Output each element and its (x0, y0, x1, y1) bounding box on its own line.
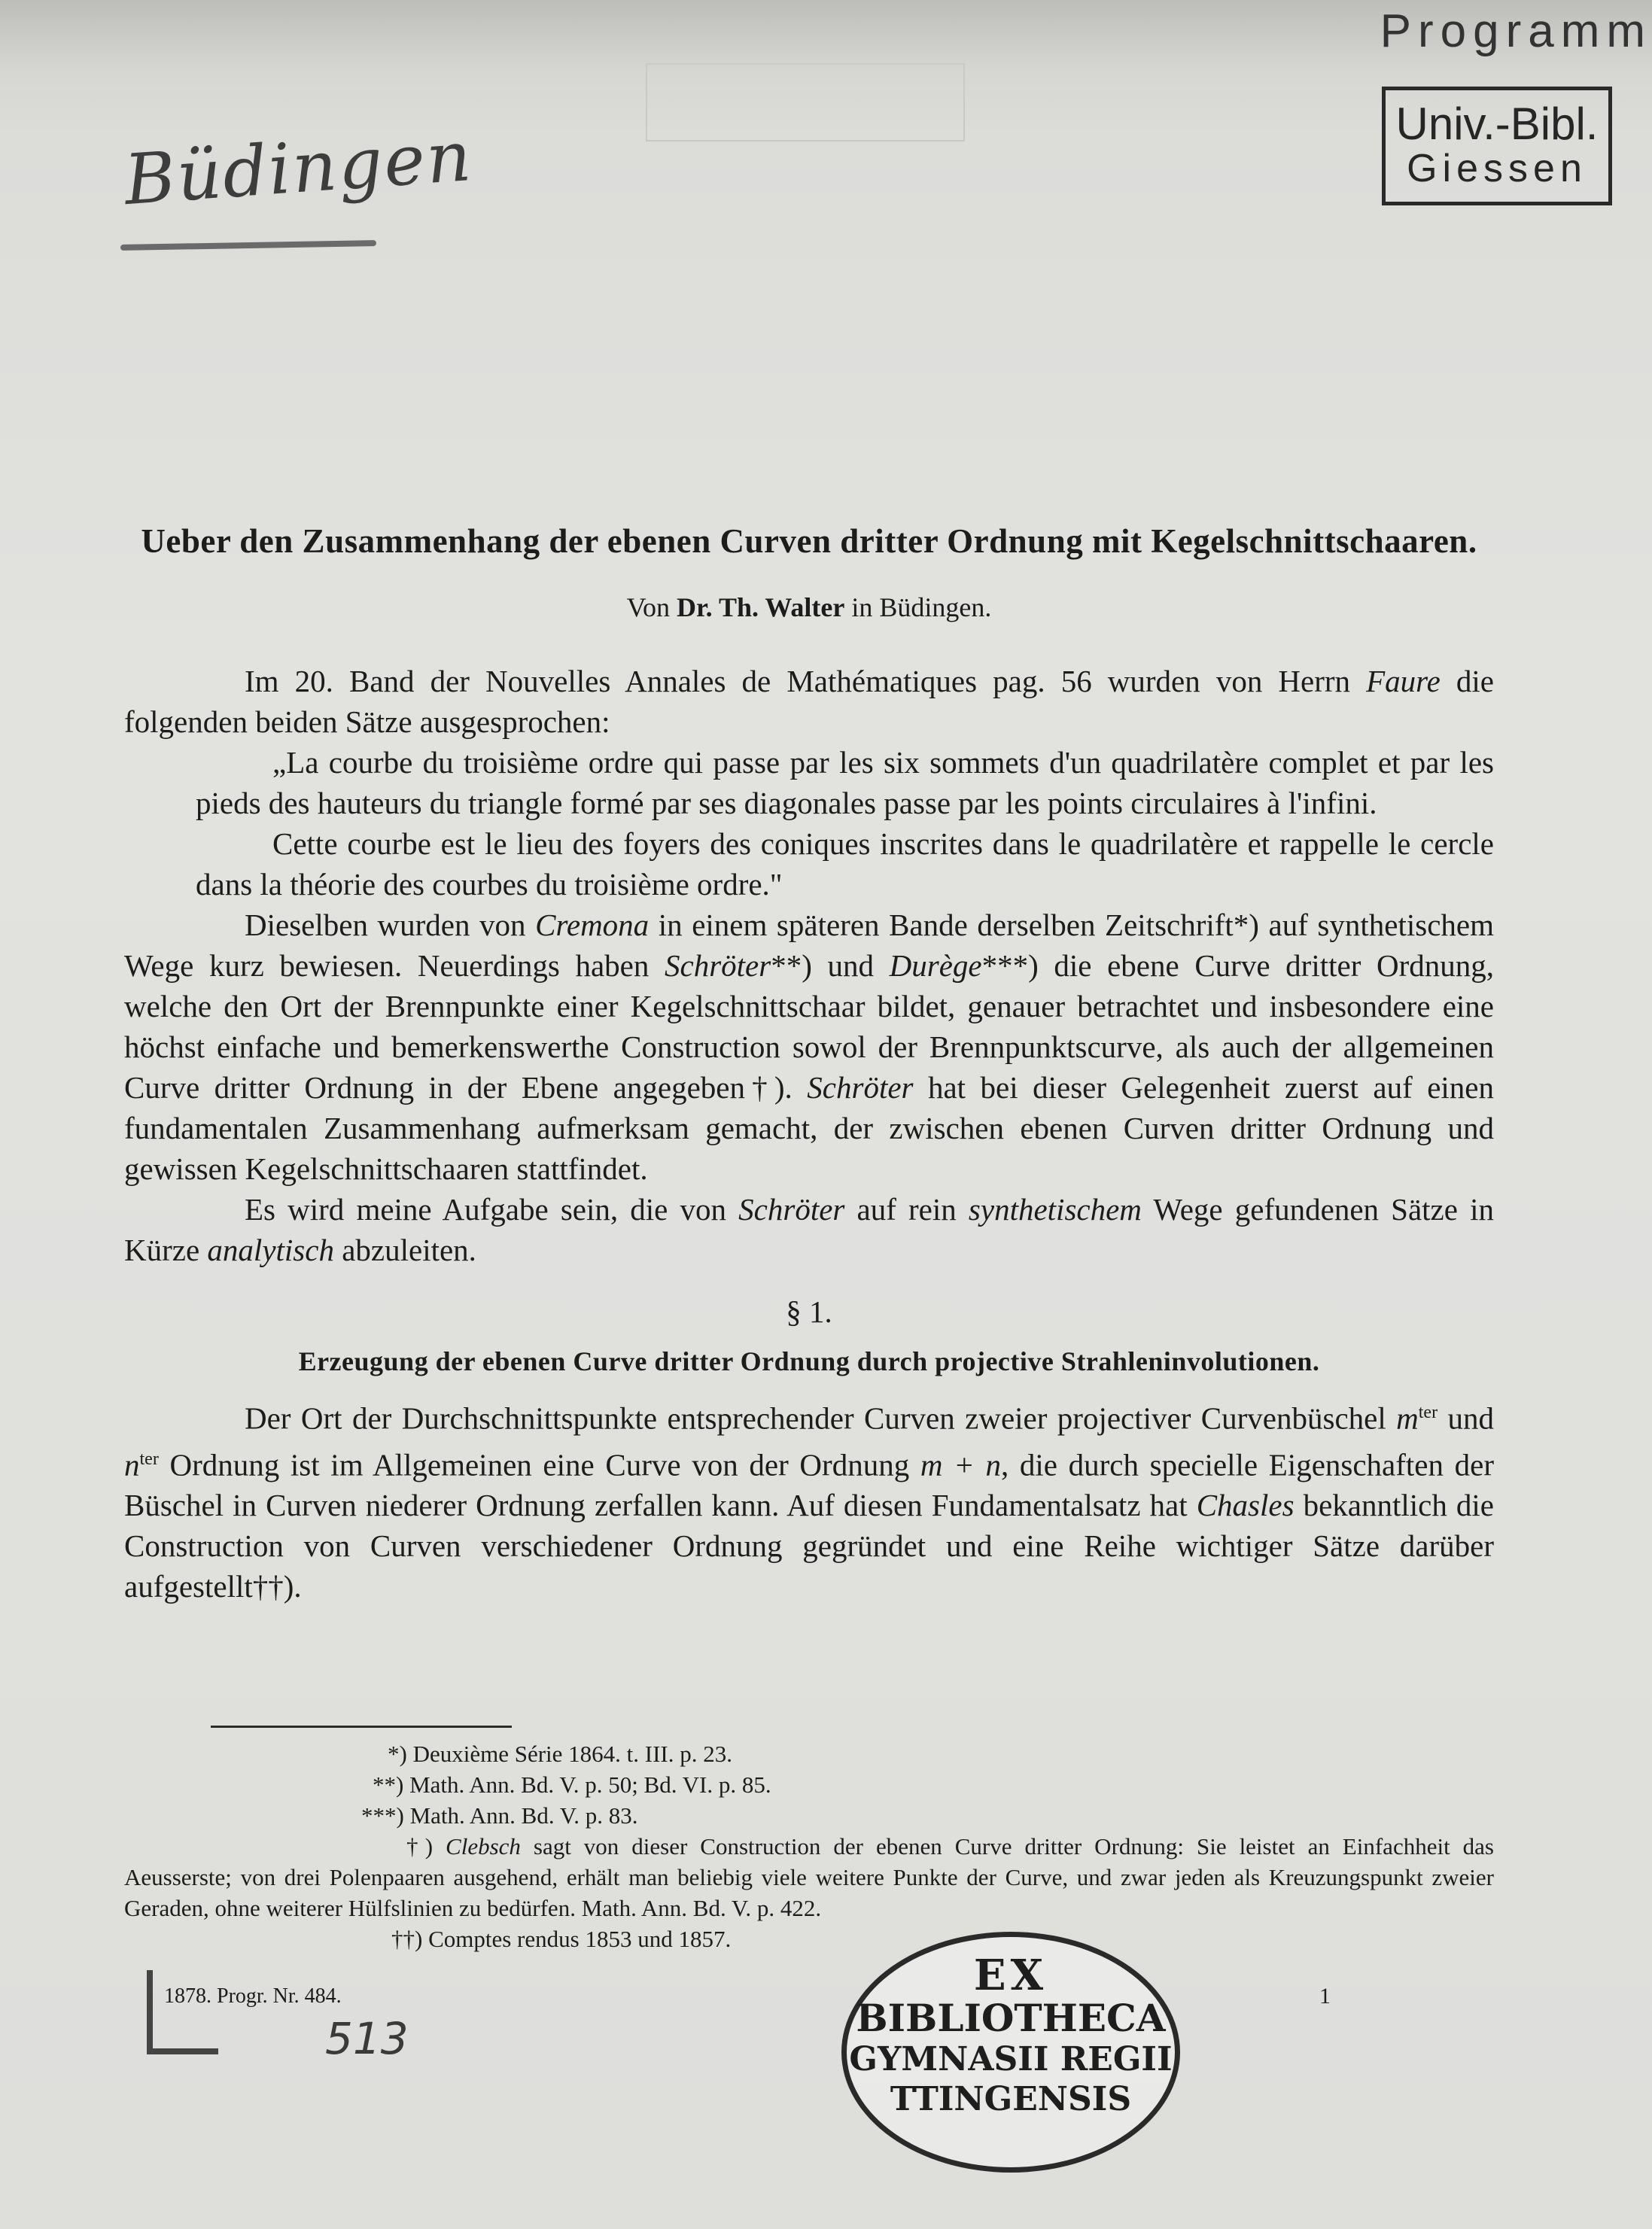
p2-text-e: hat bei dieser Gelegenheit zuerst auf einen fundamentalen Zusammenhang aufmerksam gemacht, der zwischen ebenen Curven dritter Ordnung und gewissen Kegelschnittschaaren stattfindet. (124, 1070, 1495, 1186)
footnote-4-mark: †) (406, 1833, 446, 1860)
p3-text-a: Es wird meine Aufgabe sein, die von (245, 1192, 739, 1227)
quote-paragraph-1: „La courbe du troisième ordre qui passe par les six sommets d'un quadrilatère complet et par les pieds des hauteurs du triangle formé par ses diagonales passe par les points circulaires à l'infini. (196, 745, 1494, 820)
p3-text-d: abzuleiten. (333, 1233, 476, 1267)
stamp-line-univ: Univ.-Bibl. (1395, 99, 1599, 149)
footnote-3: ***) Math. Ann. Bd. V. p. 83. (361, 1802, 638, 1829)
programm-label: Programm (1380, 5, 1652, 57)
author-prefix: Von (626, 592, 670, 622)
p4-var-n: n (124, 1447, 140, 1482)
p2-name-cremona: Cremona (535, 908, 650, 942)
p4-text-b: und (1438, 1400, 1494, 1436)
p3-word-synthetisch: synthetischem (968, 1192, 1142, 1227)
section-title: Erzeugung der ebenen Curve dritter Ordnung durch projective Strahleninvolutionen. (298, 1346, 1320, 1376)
p4-text-c: Ordnung ist im Allgemeinen eine Curve von der Ordnung (158, 1447, 920, 1482)
library-stamp-giessen (1382, 87, 1612, 205)
handwritten-place-name: Büdingen (121, 115, 476, 221)
p2-text-a: Dieselben wurden von (245, 908, 536, 942)
author-line (124, 591, 1494, 623)
footnote-rule (211, 1726, 512, 1728)
p3-word-analytisch: analytisch (207, 1233, 334, 1267)
handwritten-underline (120, 240, 376, 251)
pencil-mark-horizontal (147, 2048, 218, 2054)
p3-text-c: Wege gefundenen Sätze in Kürze (124, 1192, 1494, 1267)
paragraph-4 (124, 1392, 1494, 1607)
author-name: Dr. Th. Walter (676, 592, 845, 622)
p4-name-chasles: Chasles (1196, 1488, 1295, 1523)
pencil-number: 513 (325, 2013, 409, 2064)
article-title: Ueber den Zusammenhang der ebenen Curven dritter Ordnung mit Kegelschnittschaaren. (141, 522, 1477, 560)
footnote-1: *) Deuxième Série 1864. t. III. p. 23. (388, 1741, 732, 1767)
p2-name-schroeter-2: Schröter (807, 1070, 914, 1105)
p1-text-a: Im 20. Band der Nouvelles Annales de Mathématiques pag. 56 wurden von Herrn (245, 664, 1367, 698)
p4-expr-m-plus-n: m + n (920, 1447, 1001, 1482)
footnote-5: ††) Comptes rendus 1853 und 1857. (391, 1926, 732, 1952)
paragraph-3 (124, 1189, 1494, 1270)
ex-bibliotheca-stamp (841, 1932, 1180, 2173)
p1-text-b: die folgenden beiden Sätze ausgesprochen: (124, 664, 1494, 739)
ex-stamp-line-3: GYMNASII REGII (849, 2040, 1173, 2078)
paragraph-1 (124, 661, 1494, 742)
p2-text-d: ***) die ebene Curve dritter Ordnung, welche den Ort der Brennpunkte einer Kegelschnittschaar bildet, genauer betrachtet und insbesondere eine höchst einfache und bemerkenswerthe Construction sowol der Brennpunktscurve, als auch der allgemeinen Curve dritter Ordnung in der Ebene angegeben†). (124, 948, 1494, 1105)
program-reference: 1878. Progr. Nr. 484. (164, 1984, 342, 2008)
p4-sup-ter-2: ter (139, 1449, 159, 1469)
p4-text-a: Der Ort der Durchschnittspunkte entsprechender Curven zweier projectiver Curvenbüschel (245, 1400, 1397, 1436)
ex-stamp-line-2: BIBLIOTHECA (856, 1996, 1166, 2040)
p3-name-schroeter: Schröter (738, 1192, 845, 1227)
p4-text-d: , die durch specielle Eigenschaften der Büschel in Curven niederer Ordnung zerfallen kann. Auf diesen Fundamentalsatz hat (124, 1447, 1495, 1523)
section-number: § 1. (786, 1294, 832, 1329)
author-suffix: in Büdingen. (851, 592, 992, 622)
p2-text-c: **) und (771, 948, 890, 983)
ex-stamp-line-1: EX (973, 1951, 1048, 2000)
ex-stamp-line-4: TTINGENSIS (890, 2080, 1132, 2118)
p2-name-durege: Durège (889, 948, 982, 983)
p3-text-b: auf rein (844, 1192, 969, 1227)
main-text (124, 661, 1494, 1607)
quote-paragraph-2: Cette courbe est le lieu des foyers des coniques inscrites dans le quadrilatère et rappelle le cercle dans la théorie des courbes du troisième ordre." (196, 826, 1494, 902)
p4-var-m: m (1396, 1400, 1419, 1436)
footnote-4-text: sagt von dieser Construction der ebenen Curve dritter Ordnung: Sie leistet an Einfachheit das Aeusserste; von drei Polenpaaren ausgehend, erhält man beliebig viele weitere Punkte der Curve, und zwar jeden als Kreuzungspunkt zweier Geraden, ohne weiterer Hülfslinien zu bedürfen. Math. Ann. Bd. V. p. 422. (124, 1833, 1494, 1921)
p2-text-b: in einem späteren Bande derselben Zeitschrift*) auf synthetischem Wege kurz bewiesen. Neuerdings haben (124, 908, 1495, 983)
page-number: 1 (1319, 1984, 1331, 2009)
stamp-line-giessen: Giessen (1407, 147, 1587, 190)
p4-text-e: bekanntlich die Construction von Curven verschiedener Ordnung gegründet und eine Reihe wichtiger Sätze darüber aufgestellt††). (124, 1488, 1495, 1604)
footnote-4 (124, 1831, 1494, 1923)
paragraph-2 (124, 905, 1494, 1189)
footnote-2: **) Math. Ann. Bd. V. p. 50; Bd. VI. p. 85. (373, 1771, 771, 1798)
quote-block (124, 742, 1494, 905)
pencil-mark-vertical (147, 1970, 153, 2054)
faint-stamp-trace (646, 63, 965, 141)
p1-name-faure: Faure (1366, 664, 1441, 698)
p4-sup-ter-1: ter (1418, 1403, 1438, 1422)
footnote-4-name-clebsch: Clebsch (446, 1833, 521, 1860)
p2-name-schroeter: Schröter (665, 948, 771, 983)
footnotes (124, 1738, 1494, 1954)
